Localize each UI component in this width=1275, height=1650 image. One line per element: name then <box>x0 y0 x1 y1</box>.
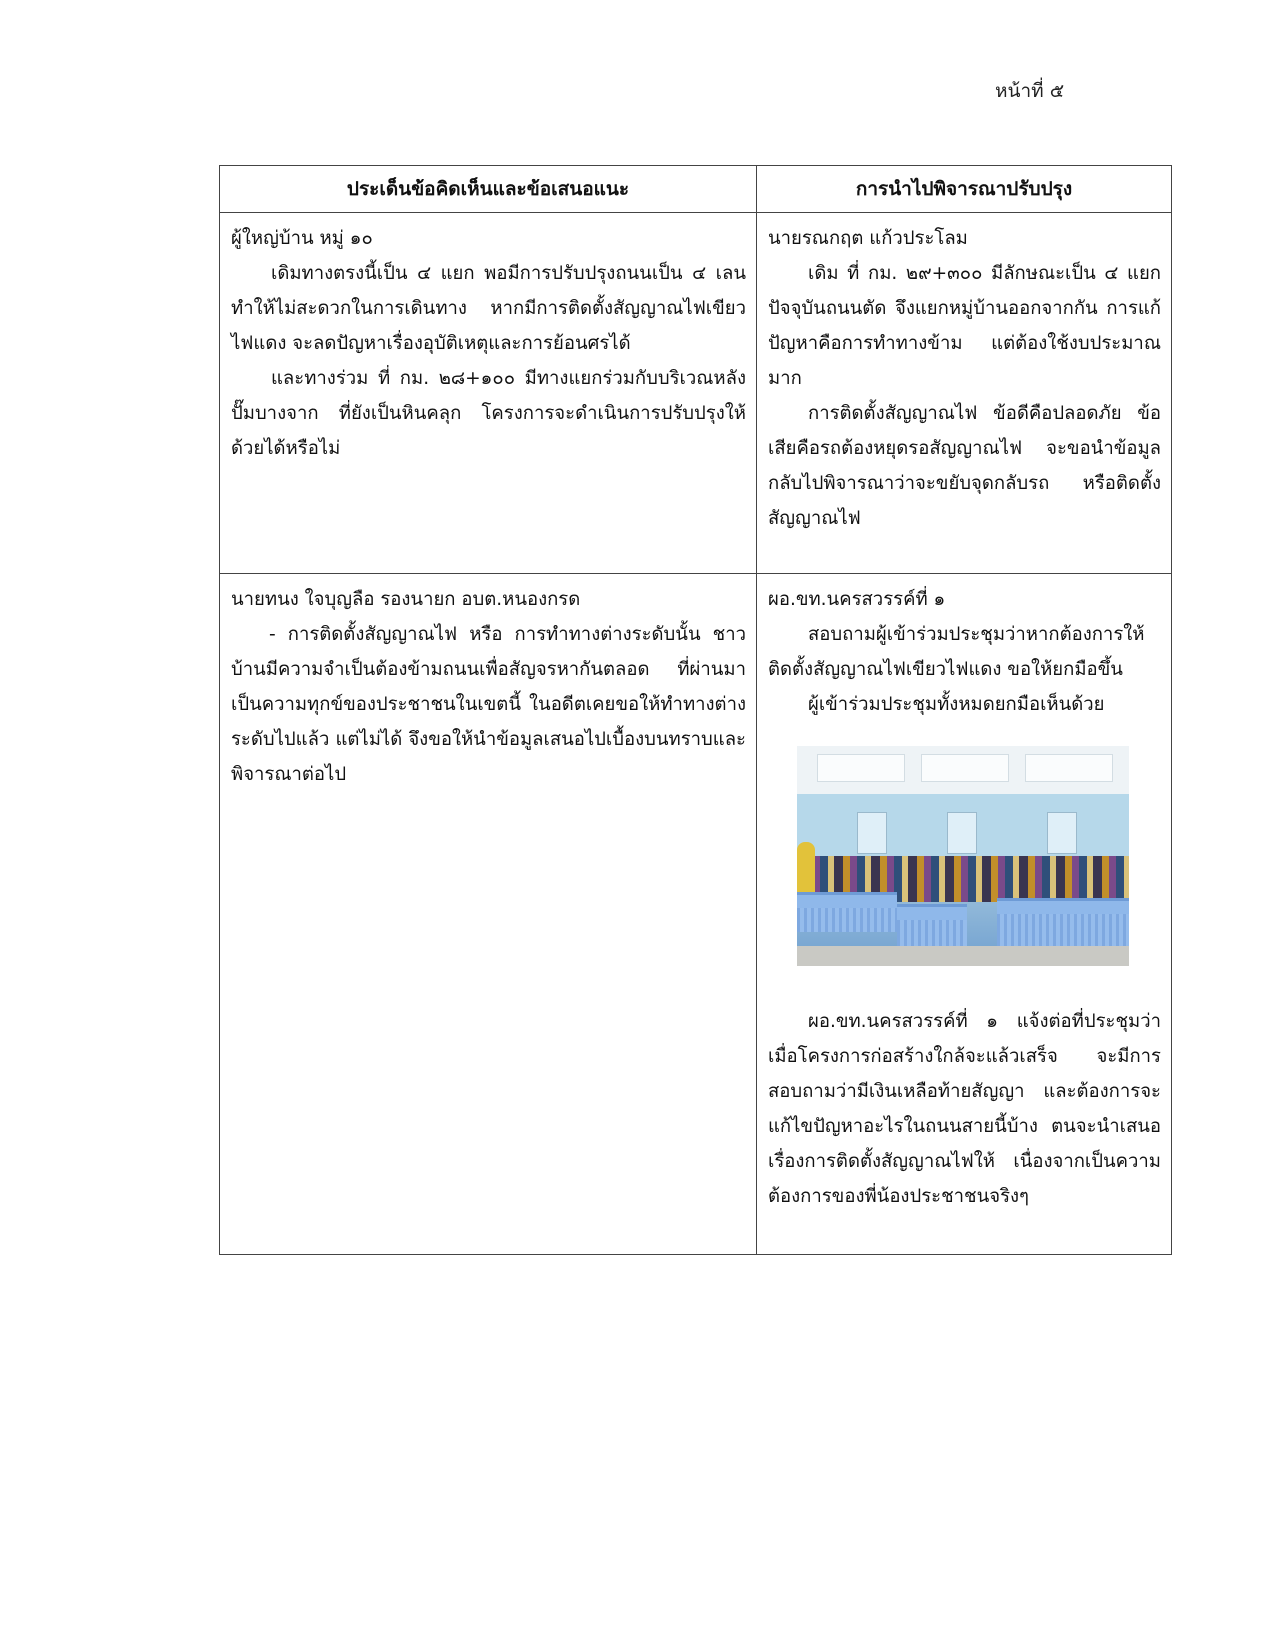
table-header-row <box>220 166 1172 213</box>
photo-floor <box>797 946 1129 966</box>
response-paragraph: ผู้เข้าร่วมประชุมทั้งหมดยกมือเห็นด้วย <box>808 694 1105 715</box>
speaker-name: นายรณกฤต แก้วประโลม <box>768 228 968 249</box>
ceiling-light <box>817 754 905 782</box>
table-skirt <box>797 908 897 932</box>
comment-paragraph: - การติดตั้งสัญญาณไฟ หรือ การทำทางต่างระดับนั้น ชาวบ้านมีความจำเป็นต้องข้ามถนนเพื่อสัญจรหากันตลอด ที่ผ่านมาเป็นความทุกข์ของประชาชนในเขตนี้ ในอดีตเคยขอให้ทำทางต่างระดับไปแล้ว แต่ไม่ได้ จึงขอให้นำข้อมูลเสนอไปเบื้องบนทราบและพิจารณาต่อไป <box>231 624 746 785</box>
ceiling-light <box>1025 754 1113 782</box>
comments-table <box>219 165 1172 1255</box>
response-cell <box>757 574 1172 1255</box>
response-cell <box>757 213 1172 574</box>
comment-paragraph: เดิมทางตรงนี้เป็น ๔ แยก พอมีการปรับปรุงถนนเป็น ๔ เลน ทำให้ไม่สะดวกในการเดินทาง หากมีการติดตั้งสัญญาณไฟเขียวไฟแดง จะลดปัญหาเรื่องอุบัติเหตุและการย้อนศรได้ <box>231 263 746 354</box>
table-skirt <box>897 920 967 946</box>
comment-paragraph: และทางร่วม ที่ กม. ๒๘+๑๐๐ มีทางแยกร่วมกับบริเวณหลังปั๊มบางจาก ที่ยังเป็นหินคลุก โครงการจะดำเนินการปรับปรุงให้ด้วยได้หรือไม่ <box>231 368 746 459</box>
presenter <box>797 842 815 896</box>
comment-cell <box>220 213 757 574</box>
table-skirt <box>997 914 1129 946</box>
speaker-name: ผอ.ขท.นครสวรรค์ที่ ๑ <box>768 589 946 610</box>
table-row <box>220 213 1172 574</box>
page-number: หน้าที่ ๕ <box>995 80 1065 102</box>
response-paragraph: สอบถามผู้เข้าร่วมประชุมว่าหากต้องการให้ติดตั้งสัญญาณไฟเขียวไฟแดง ขอให้ยกมือขึ้น <box>768 624 1145 680</box>
speaker-name: ผู้ใหญ่บ้าน หมู่ ๑๐ <box>231 228 373 249</box>
speaker-name: นายทนง ใจบุญลือ รองนายก อบต.หนองกรด <box>231 589 581 610</box>
response-paragraph: เดิม ที่ กม. ๒๙+๓๐๐ มีลักษณะเป็น ๔ แยก ปัจจุบันถนนตัด จึงแยกหมู่บ้านออกจากกัน การแก้ปัญหาคือการทำทางข้าม แต่ต้องใช้งบประมาณมาก <box>768 263 1161 389</box>
response-paragraph: ผอ.ขท.นครสวรรค์ที่ ๑ แจ้งต่อที่ประชุมว่าเมื่อโครงการก่อสร้างใกล้จะแล้วเสร็จ จะมีการสอบถามว่ามีเงินเหลือท้ายสัญญา และต้องการจะแก้ไขปัญหาอะไรในถนนสายนี้บ้าง ตนจะนำเสนอเรื่องการติดตั้งสัญญาณไฟให้ เนื่องจากเป็นความต้องการของพี่น้องประชาชนจริงๆ <box>768 1011 1161 1207</box>
header-consideration: การนำไปพิจารณาปรับปรุง <box>757 166 1172 213</box>
ceiling-light <box>921 754 1009 782</box>
window <box>947 812 977 854</box>
table-row <box>220 574 1172 1255</box>
window <box>1047 812 1077 854</box>
comment-cell <box>220 574 757 1255</box>
window <box>857 812 887 854</box>
header-comments: ประเด็นข้อคิดเห็นและข้อเสนอแนะ <box>220 166 757 213</box>
meeting-photo <box>797 746 1129 966</box>
response-paragraph: การติดตั้งสัญญาณไฟ ข้อดีคือปลอดภัย ข้อเสียคือรถต้องหยุดรอสัญญาณไฟ จะขอนำข้อมูลกลับไปพิจารณาว่าจะขยับจุดกลับรถ หรือติดตั้งสัญญาณไฟ <box>768 403 1161 529</box>
